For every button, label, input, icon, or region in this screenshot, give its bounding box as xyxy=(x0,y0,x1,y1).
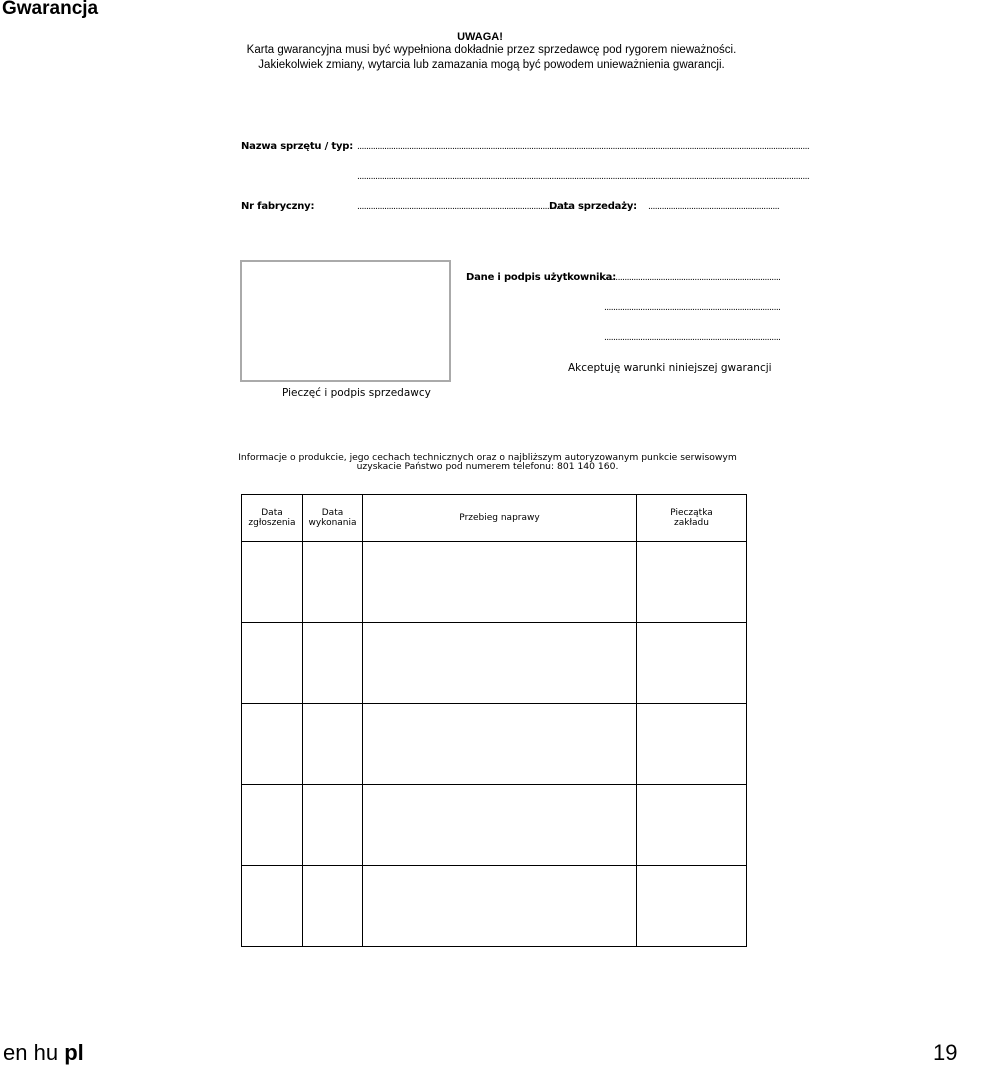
table-cell-report-date[interactable] xyxy=(242,704,303,785)
table-cell-repair-description[interactable] xyxy=(363,785,637,866)
warning-heading: UWAGA! xyxy=(457,31,503,43)
table-row xyxy=(242,542,747,623)
table-cell-completion-date[interactable] xyxy=(303,785,363,866)
language-en: en xyxy=(3,1040,28,1065)
table-row xyxy=(242,785,747,866)
table-cell-repair-description[interactable] xyxy=(363,866,637,947)
column-header-completion-date: Data wykonania xyxy=(303,495,363,542)
serial-number-field[interactable]: .............................................................................................. xyxy=(357,202,570,212)
table-row xyxy=(242,623,747,704)
table-cell-workshop-stamp[interactable] xyxy=(637,542,747,623)
table-cell-workshop-stamp[interactable] xyxy=(637,866,747,947)
language-pl-active: pl xyxy=(64,1040,84,1065)
table-cell-report-date[interactable] xyxy=(242,785,303,866)
table-cell-report-date[interactable] xyxy=(242,866,303,947)
table-cell-report-date[interactable] xyxy=(242,623,303,704)
page-title: Gwarancja xyxy=(2,0,99,19)
user-signature-label: Dane i podpis użytkownika: xyxy=(466,272,617,283)
column-header-workshop-stamp: Pieczątka zakładu xyxy=(637,495,747,542)
user-data-field-2[interactable]: .............................................................................. xyxy=(604,303,781,313)
user-data-field-1[interactable]: .............................................................................. xyxy=(604,273,781,283)
accept-terms-text: Akceptuję warunki niniejszej gwarancji xyxy=(568,362,772,374)
table-cell-repair-description[interactable] xyxy=(363,542,637,623)
column-header-report-date: Data zgłoszenia xyxy=(242,495,303,542)
table-row xyxy=(242,704,747,785)
sale-date-label: Data sprzedaży: xyxy=(549,201,637,212)
language-indicator xyxy=(3,1040,84,1066)
device-name-label: Nazwa sprzętu / typ: xyxy=(241,141,354,152)
seller-stamp-label: Pieczęć i podpis sprzedawcy xyxy=(282,387,431,399)
table-cell-workshop-stamp[interactable] xyxy=(637,623,747,704)
device-name-field-line-2[interactable]: ........................................................................................................................................................................................................ xyxy=(357,172,810,182)
table-cell-workshop-stamp[interactable] xyxy=(637,785,747,866)
table-cell-completion-date[interactable] xyxy=(303,704,363,785)
sale-date-field[interactable]: .......................................................... xyxy=(648,202,780,212)
device-name-field[interactable]: ........................................................................................................................................................................................................ xyxy=(357,142,810,152)
warning-line-1: Karta gwarancyjna musi być wypełniona dokładnie przez sprzedawcę pod rygorem nieważności. xyxy=(246,44,737,56)
table-row xyxy=(242,866,747,947)
table-cell-workshop-stamp[interactable] xyxy=(637,704,747,785)
table-cell-report-date[interactable] xyxy=(242,542,303,623)
repair-log-table xyxy=(241,494,747,947)
seller-stamp-box[interactable] xyxy=(240,260,451,382)
table-cell-completion-date[interactable] xyxy=(303,866,363,947)
product-info-line-1: Informacje o produkcie, jego cechach technicznych oraz o najbliższym autoryzowanym punkcie serwisowym xyxy=(238,452,737,463)
table-cell-repair-description[interactable] xyxy=(363,704,637,785)
table-cell-completion-date[interactable] xyxy=(303,542,363,623)
language-hu: hu xyxy=(33,1040,59,1065)
page-number: 19 xyxy=(933,1040,958,1065)
table-header-row xyxy=(242,495,747,542)
warning-line-2: Jakiekolwiek zmiany, wytarcia lub zamazania mogą być powodem unieważnienia gwarancji. xyxy=(258,59,725,71)
user-data-field-3[interactable]: .............................................................................. xyxy=(604,333,781,343)
table-cell-repair-description[interactable] xyxy=(363,623,637,704)
product-info-line-2: uzyskacie Państwo pod numerem telefonu: 801 140 160. xyxy=(356,461,619,472)
column-header-repair-description: Przebieg naprawy xyxy=(363,495,637,542)
serial-number-label: Nr fabryczny: xyxy=(241,201,315,212)
table-cell-completion-date[interactable] xyxy=(303,623,363,704)
